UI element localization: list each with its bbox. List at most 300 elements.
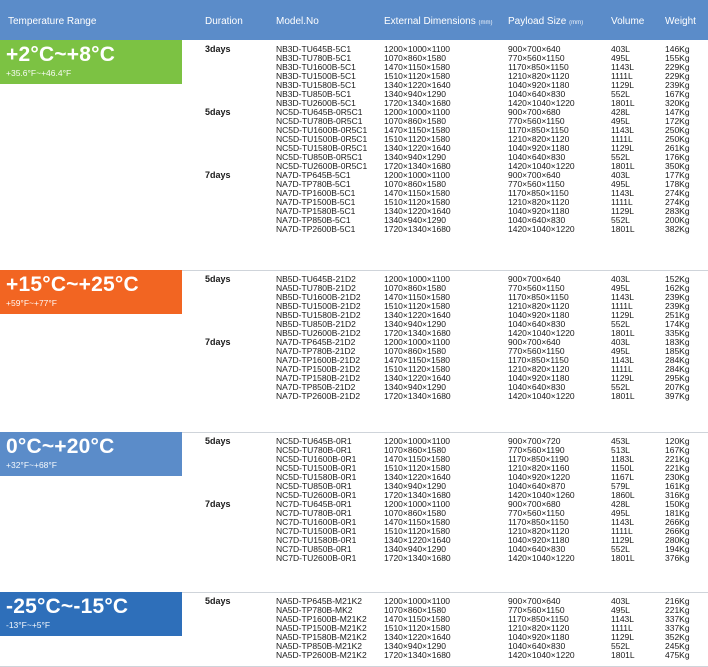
external-dimensions-cell: 1720×1340×1680 xyxy=(384,553,451,563)
model-cell: NB3D-TU1600B-5C1 xyxy=(276,62,356,72)
weight-cell: 250Kg xyxy=(665,125,690,135)
weight-cell: 161Kg xyxy=(665,481,690,491)
temperature-section xyxy=(0,270,708,433)
model-cell: NC7D-TU1600B-0R1 xyxy=(276,517,357,527)
payload-size-cell: 1040×640×830 xyxy=(508,319,566,329)
payload-size-cell: 1170×850×1150 xyxy=(508,355,569,365)
payload-size-cell: 1420×1040×1220 xyxy=(508,161,575,171)
table-row xyxy=(0,81,708,90)
header-external-dimensions-label: External Dimensions xyxy=(384,16,476,27)
model-cell: NB5D-TU1600B-21D2 xyxy=(276,292,361,302)
volume-cell: 1111L xyxy=(611,197,633,207)
model-cell: NB5D-TU1500B-21D2 xyxy=(276,301,361,311)
model-cell: NC5D-TU780B-0R5C1 xyxy=(276,116,363,126)
external-dimensions-cell: 1510×1120×1580 xyxy=(384,364,451,374)
payload-size-cell: 1040×920×1220 xyxy=(508,472,570,482)
model-cell: NA5D-TP1600B-M21K2 xyxy=(276,614,367,624)
payload-size-cell: 770×560×1190 xyxy=(508,445,565,455)
external-dimensions-cell: 1340×940×1290 xyxy=(384,481,446,491)
model-cell: NA5D-TP780B-MK2 xyxy=(276,605,353,615)
external-dimensions-cell: 1200×1000×1100 xyxy=(384,596,451,606)
payload-size-cell: 900×700×680 xyxy=(508,499,561,509)
model-cell: NC5D-TU2600B-0R5C1 xyxy=(276,161,368,171)
payload-size-cell: 1210×820×1160 xyxy=(508,463,570,473)
weight-cell: 185Kg xyxy=(665,346,690,356)
external-dimensions-cell: 1340×940×1290 xyxy=(384,215,446,225)
payload-size-cell: 1040×640×830 xyxy=(508,382,566,392)
volume-cell: 1129L xyxy=(611,632,635,642)
table-row xyxy=(0,473,708,482)
model-cell: NC5D-TU1580B-0R5C1 xyxy=(276,143,368,153)
duration-label: 7days xyxy=(205,170,231,180)
volume-cell: 1111L xyxy=(611,364,633,374)
table-row xyxy=(0,225,708,234)
volume-cell: 1860L xyxy=(611,490,635,500)
temperature-section xyxy=(0,40,708,271)
model-cell: NA7D-TP1600B-21D2 xyxy=(276,355,361,365)
payload-size-cell: 1420×1040×1260 xyxy=(508,490,575,500)
volume-cell: 428L xyxy=(611,499,630,509)
external-dimensions-cell: 1510×1120×1580 xyxy=(384,197,451,207)
duration-label: 5days xyxy=(205,107,231,117)
table-row xyxy=(0,392,708,401)
payload-size-cell: 1210×820×1120 xyxy=(508,301,570,311)
volume-cell: 495L xyxy=(611,508,630,518)
external-dimensions-cell: 1200×1000×1100 xyxy=(384,170,451,180)
weight-cell: 150Kg xyxy=(665,499,690,509)
external-dimensions-cell: 1070×860×1580 xyxy=(384,283,446,293)
payload-size-cell: 1170×850×1150 xyxy=(508,125,569,135)
temperature-range-celsius: 0°C~+20°C xyxy=(6,435,115,458)
weight-cell: 167Kg xyxy=(665,445,690,455)
external-dimensions-cell: 1470×1150×1580 xyxy=(384,125,451,135)
duration-label: 5days xyxy=(205,596,231,606)
external-dimensions-cell: 1340×1220×1640 xyxy=(384,310,451,320)
weight-cell: 229Kg xyxy=(665,71,690,81)
weight-cell: 284Kg xyxy=(665,355,690,365)
payload-size-cell: 770×560×1150 xyxy=(508,346,565,356)
external-dimensions-cell: 1200×1000×1100 xyxy=(384,499,451,509)
external-dimensions-cell: 1070×860×1580 xyxy=(384,116,446,126)
payload-size-cell: 770×560×1150 xyxy=(508,605,565,615)
external-dimensions-cell: 1720×1340×1680 xyxy=(384,224,451,234)
payload-size-cell: 1210×820×1120 xyxy=(508,71,570,81)
volume-cell: 1129L xyxy=(611,206,635,216)
payload-size-cell: 900×700×680 xyxy=(508,107,561,117)
weight-cell: 207Kg xyxy=(665,382,690,392)
model-cell: NC7D-TU780B-0R1 xyxy=(276,508,352,518)
external-dimensions-cell: 1470×1150×1580 xyxy=(384,62,451,72)
volume-cell: 552L xyxy=(611,152,630,162)
payload-size-cell: 1420×1040×1220 xyxy=(508,553,575,563)
volume-cell: 495L xyxy=(611,116,630,126)
payload-size-cell: 1210×820×1120 xyxy=(508,134,570,144)
volume-cell: 1801L xyxy=(611,328,635,338)
volume-cell: 1111L xyxy=(611,623,633,633)
weight-cell: 239Kg xyxy=(665,301,690,311)
model-cell: NA5D-TU780B-21D2 xyxy=(276,283,356,293)
payload-size-cell: 900×700×640 xyxy=(508,337,561,347)
volume-cell: 1167L xyxy=(611,472,635,482)
external-dimensions-cell: 1340×940×1290 xyxy=(384,89,446,99)
temperature-range-fahrenheit: +32°F~+68°F xyxy=(6,460,57,470)
model-cell: NA7D-TP1500B-5C1 xyxy=(276,197,356,207)
external-dimensions-cell: 1340×1220×1640 xyxy=(384,80,451,90)
weight-cell: 376Kg xyxy=(665,553,690,563)
temperature-section xyxy=(0,592,708,667)
weight-cell: 229Kg xyxy=(665,62,690,72)
volume-cell: 495L xyxy=(611,179,630,189)
payload-size-cell: 1040×920×1180 xyxy=(508,310,570,320)
volume-cell: 1801L xyxy=(611,98,635,108)
weight-cell: 216Kg xyxy=(665,596,690,606)
model-cell: NB5D-TU645B-21D2 xyxy=(276,274,356,284)
payload-size-cell: 770×560×1150 xyxy=(508,53,565,63)
payload-size-cell: 1040×920×1180 xyxy=(508,535,570,545)
model-cell: NC5D-TU1500B-0R5C1 xyxy=(276,134,368,144)
temperature-range-fahrenheit: +59°F~+77°F xyxy=(6,298,57,308)
header-payload-size xyxy=(508,16,583,27)
model-cell: NA5D-TP850B-M21K2 xyxy=(276,641,362,651)
volume-cell: 1801L xyxy=(611,161,635,171)
duration-label: 3days xyxy=(205,44,231,54)
model-cell: NA7D-TP2600B-21D2 xyxy=(276,391,361,401)
payload-size-cell: 1040×920×1180 xyxy=(508,206,570,216)
external-dimensions-cell: 1070×860×1580 xyxy=(384,508,446,518)
external-dimensions-cell: 1340×940×1290 xyxy=(384,319,446,329)
external-dimensions-cell: 1720×1340×1680 xyxy=(384,650,451,660)
volume-cell: 453L xyxy=(611,436,630,446)
external-dimensions-cell: 1070×860×1580 xyxy=(384,346,446,356)
duration-label: 5days xyxy=(205,274,231,284)
model-cell: NC5D-TU780B-0R1 xyxy=(276,445,352,455)
model-cell: NC7D-TU1500B-0R1 xyxy=(276,526,357,536)
model-cell: NA7D-TP1500B-21D2 xyxy=(276,364,361,374)
external-dimensions-cell: 1200×1000×1100 xyxy=(384,107,451,117)
table-row xyxy=(0,536,708,545)
weight-cell: 181Kg xyxy=(665,508,690,518)
volume-cell: 1111L xyxy=(611,526,633,536)
volume-cell: 1143L xyxy=(611,125,635,135)
weight-cell: 176Kg xyxy=(665,152,690,162)
external-dimensions-cell: 1720×1340×1680 xyxy=(384,328,451,338)
external-dimensions-cell: 1200×1000×1100 xyxy=(384,44,451,54)
weight-cell: 284Kg xyxy=(665,364,690,374)
external-dimensions-cell: 1340×1220×1640 xyxy=(384,206,451,216)
temperature-range-fahrenheit: +35.6°F~+46.4°F xyxy=(6,68,72,78)
weight-cell: 352Kg xyxy=(665,632,690,642)
volume-cell: 403L xyxy=(611,170,630,180)
weight-cell: 337Kg xyxy=(665,614,690,624)
external-dimensions-cell: 1470×1150×1580 xyxy=(384,454,451,464)
external-dimensions-cell: 1470×1150×1580 xyxy=(384,517,451,527)
weight-cell: 155Kg xyxy=(665,53,690,63)
weight-cell: 250Kg xyxy=(665,134,690,144)
weight-cell: 283Kg xyxy=(665,206,690,216)
model-cell: NB3D-TU645B-5C1 xyxy=(276,44,352,54)
volume-cell: 579L xyxy=(611,481,630,491)
weight-cell: 261Kg xyxy=(665,143,690,153)
duration-label: 7days xyxy=(205,499,231,509)
weight-cell: 194Kg xyxy=(665,544,690,554)
payload-size-cell: 1420×1040×1220 xyxy=(508,224,575,234)
weight-cell: 245Kg xyxy=(665,641,690,651)
weight-cell: 239Kg xyxy=(665,80,690,90)
weight-cell: 274Kg xyxy=(665,197,690,207)
model-cell: NA7D-TP2600B-5C1 xyxy=(276,224,356,234)
weight-cell: 177Kg xyxy=(665,170,690,180)
weight-cell: 167Kg xyxy=(665,89,690,99)
table-row xyxy=(0,171,708,180)
external-dimensions-cell: 1720×1340×1680 xyxy=(384,490,451,500)
weight-cell: 239Kg xyxy=(665,292,690,302)
weight-cell: 230Kg xyxy=(665,472,690,482)
header-weight: Weight xyxy=(665,16,696,27)
payload-size-cell: 1040×640×830 xyxy=(508,215,566,225)
external-dimensions-cell: 1510×1120×1580 xyxy=(384,623,451,633)
model-cell: NC7D-TU645B-0R1 xyxy=(276,499,352,509)
external-dimensions-cell: 1470×1150×1580 xyxy=(384,188,451,198)
header-external-dimensions-unit: (mm) xyxy=(478,20,493,26)
model-cell: NB3D-TU780B-5C1 xyxy=(276,53,352,63)
model-cell: NC7D-TU2600B-0R1 xyxy=(276,553,357,563)
temperature-range-celsius: +2°C~+8°C xyxy=(6,43,116,66)
payload-size-cell: 1420×1040×1220 xyxy=(508,98,575,108)
model-cell: NB5D-TU1580B-21D2 xyxy=(276,310,361,320)
header-payload-size-label: Payload Size xyxy=(508,16,567,27)
volume-cell: 403L xyxy=(611,44,630,54)
external-dimensions-cell: 1070×860×1580 xyxy=(384,53,446,63)
volume-cell: 1129L xyxy=(611,535,635,545)
payload-size-cell: 1040×920×1180 xyxy=(508,632,570,642)
payload-size-cell: 1420×1040×1220 xyxy=(508,391,575,401)
weight-cell: 382Kg xyxy=(665,224,690,234)
model-cell: NB5D-TU2600B-21D2 xyxy=(276,328,361,338)
model-cell: NC5D-TU2600B-0R1 xyxy=(276,490,357,500)
volume-cell: 552L xyxy=(611,215,630,225)
model-cell: NA7D-TP780B-21D2 xyxy=(276,346,356,356)
model-cell: NC5D-TU645B-0R5C1 xyxy=(276,107,363,117)
payload-size-cell: 1210×820×1120 xyxy=(508,526,570,536)
volume-cell: 1111L xyxy=(611,301,633,311)
external-dimensions-cell: 1510×1120×1580 xyxy=(384,301,451,311)
volume-cell: 495L xyxy=(611,283,630,293)
weight-cell: 183Kg xyxy=(665,337,690,347)
payload-size-cell: 1170×850×1190 xyxy=(508,454,569,464)
model-cell: NC5D-TU1580B-0R1 xyxy=(276,472,357,482)
volume-cell: 495L xyxy=(611,346,630,356)
external-dimensions-cell: 1340×1220×1640 xyxy=(384,535,451,545)
payload-size-cell: 900×700×640 xyxy=(508,44,561,54)
volume-cell: 552L xyxy=(611,641,630,651)
model-cell: NB3D-TU850B-5C1 xyxy=(276,89,352,99)
model-cell: NC5D-TU1500B-0R1 xyxy=(276,463,357,473)
external-dimensions-cell: 1070×860×1580 xyxy=(384,605,446,615)
external-dimensions-cell: 1070×860×1580 xyxy=(384,445,446,455)
weight-cell: 251Kg xyxy=(665,310,690,320)
external-dimensions-cell: 1510×1120×1580 xyxy=(384,134,451,144)
volume-cell: 1129L xyxy=(611,143,635,153)
external-dimensions-cell: 1340×940×1290 xyxy=(384,152,446,162)
volume-cell: 495L xyxy=(611,605,630,615)
model-cell: NC5D-TU850B-0R5C1 xyxy=(276,152,363,162)
payload-size-cell: 1210×820×1120 xyxy=(508,197,570,207)
external-dimensions-cell: 1510×1120×1580 xyxy=(384,526,451,536)
external-dimensions-cell: 1510×1120×1580 xyxy=(384,463,451,473)
header-external-dimensions xyxy=(384,16,493,27)
weight-cell: 266Kg xyxy=(665,526,690,536)
table-row xyxy=(0,162,708,171)
header-volume: Volume xyxy=(611,16,645,27)
volume-cell: 1129L xyxy=(611,373,635,383)
payload-size-cell: 900×700×720 xyxy=(508,436,561,446)
external-dimensions-cell: 1340×940×1290 xyxy=(384,641,446,651)
payload-size-cell: 1040×640×870 xyxy=(508,481,566,491)
external-dimensions-cell: 1720×1340×1680 xyxy=(384,161,451,171)
model-cell: NB5D-TU850B-21D2 xyxy=(276,319,356,329)
external-dimensions-cell: 1340×1220×1640 xyxy=(384,373,451,383)
volume-cell: 552L xyxy=(611,382,630,392)
payload-size-cell: 1040×640×830 xyxy=(508,152,566,162)
duration-label: 5days xyxy=(205,436,231,446)
external-dimensions-cell: 1470×1150×1580 xyxy=(384,292,451,302)
weight-cell: 397Kg xyxy=(665,391,690,401)
volume-cell: 1143L xyxy=(611,292,635,302)
model-cell: NA7D-TP1580B-21D2 xyxy=(276,373,361,383)
weight-cell: 146Kg xyxy=(665,44,690,54)
external-dimensions-cell: 1470×1150×1580 xyxy=(384,614,451,624)
external-dimensions-cell: 1070×860×1580 xyxy=(384,179,446,189)
external-dimensions-cell: 1340×1220×1640 xyxy=(384,472,451,482)
weight-cell: 178Kg xyxy=(665,179,690,189)
model-cell: NC7D-TU850B-0R1 xyxy=(276,544,352,554)
weight-cell: 337Kg xyxy=(665,623,690,633)
volume-cell: 1150L xyxy=(611,463,635,473)
volume-cell: 552L xyxy=(611,544,630,554)
external-dimensions-cell: 1340×940×1290 xyxy=(384,382,446,392)
weight-cell: 350Kg xyxy=(665,161,690,171)
volume-cell: 1801L xyxy=(611,553,635,563)
payload-size-cell: 770×560×1150 xyxy=(508,116,565,126)
model-cell: NC5D-TU645B-0R1 xyxy=(276,436,352,446)
payload-size-cell: 1040×920×1180 xyxy=(508,373,570,383)
external-dimensions-cell: 1510×1120×1580 xyxy=(384,71,451,81)
volume-cell: 552L xyxy=(611,89,630,99)
table-row xyxy=(0,651,708,660)
payload-size-cell: 1420×1040×1220 xyxy=(508,650,575,660)
payload-size-cell: 1170×850×1150 xyxy=(508,614,569,624)
payload-size-cell: 770×560×1150 xyxy=(508,179,565,189)
payload-size-cell: 900×700×640 xyxy=(508,274,561,284)
model-cell: NA7D-TP780B-5C1 xyxy=(276,179,351,189)
payload-size-cell: 1040×640×830 xyxy=(508,641,566,651)
weight-cell: 316Kg xyxy=(665,490,690,500)
weight-cell: 162Kg xyxy=(665,283,690,293)
header-model-no: Model.No xyxy=(276,16,319,27)
weight-cell: 221Kg xyxy=(665,454,690,464)
weight-cell: 152Kg xyxy=(665,274,690,284)
payload-size-cell: 1170×850×1150 xyxy=(508,517,569,527)
weight-cell: 274Kg xyxy=(665,188,690,198)
model-cell: NC7D-TU1580B-0R1 xyxy=(276,535,357,545)
payload-size-cell: 770×560×1150 xyxy=(508,283,565,293)
header-payload-size-unit: (mm) xyxy=(569,20,584,26)
volume-cell: 1183L xyxy=(611,454,635,464)
weight-cell: 172Kg xyxy=(665,116,690,126)
model-cell: NC5D-TU850B-0R1 xyxy=(276,481,352,491)
external-dimensions-cell: 1200×1000×1100 xyxy=(384,337,451,347)
volume-cell: 1801L xyxy=(611,224,635,234)
model-cell: NA5D-TP1500B-M21K2 xyxy=(276,623,367,633)
volume-cell: 1143L xyxy=(611,355,635,365)
model-cell: NA5D-TP1580B-M21K2 xyxy=(276,632,367,642)
model-cell: NB3D-TU1500B-5C1 xyxy=(276,71,356,81)
header-duration: Duration xyxy=(205,16,243,27)
payload-size-cell: 900×700×640 xyxy=(508,170,561,180)
payload-size-cell: 1420×1040×1220 xyxy=(508,328,575,338)
external-dimensions-cell: 1200×1000×1100 xyxy=(384,436,451,446)
table-row xyxy=(0,491,708,500)
volume-cell: 1143L xyxy=(611,614,635,624)
volume-cell: 1129L xyxy=(611,80,635,90)
external-dimensions-cell: 1720×1340×1680 xyxy=(384,391,451,401)
temperature-section xyxy=(0,432,708,593)
volume-cell: 1111L xyxy=(611,134,633,144)
table-row xyxy=(0,207,708,216)
payload-size-cell: 1170×850×1150 xyxy=(508,188,569,198)
model-cell: NB3D-TU2600B-5C1 xyxy=(276,98,356,108)
payload-size-cell: 1040×640×830 xyxy=(508,544,566,554)
payload-size-cell: 1210×820×1120 xyxy=(508,623,570,633)
volume-cell: 1111L xyxy=(611,71,633,81)
volume-cell: 1801L xyxy=(611,650,635,660)
external-dimensions-cell: 1720×1340×1680 xyxy=(384,98,451,108)
volume-cell: 513L xyxy=(611,445,630,455)
model-cell: NA7D-TP1600B-5C1 xyxy=(276,188,356,198)
external-dimensions-cell: 1340×1220×1640 xyxy=(384,143,451,153)
weight-cell: 335Kg xyxy=(665,328,690,338)
payload-size-cell: 900×700×640 xyxy=(508,596,561,606)
model-cell: NA7D-TP850B-5C1 xyxy=(276,215,351,225)
volume-cell: 552L xyxy=(611,319,630,329)
table-header xyxy=(0,0,708,40)
volume-cell: 1801L xyxy=(611,391,635,401)
model-cell: NA7D-TP645B-21D2 xyxy=(276,337,356,347)
temperature-range-fahrenheit: -13°F~+5°F xyxy=(6,620,51,630)
weight-cell: 221Kg xyxy=(665,463,690,473)
header-temperature-range: Temperature Range xyxy=(8,16,97,27)
weight-cell: 266Kg xyxy=(665,517,690,527)
volume-cell: 1143L xyxy=(611,188,635,198)
model-cell: NC5D-TU1600B-0R1 xyxy=(276,454,357,464)
payload-size-cell: 1170×850×1150 xyxy=(508,62,569,72)
temperature-range-celsius: +15°C~+25°C xyxy=(6,273,139,296)
model-cell: NB3D-TU1580B-5C1 xyxy=(276,80,356,90)
duration-label: 7days xyxy=(205,337,231,347)
temperature-range-celsius: -25°C~-15°C xyxy=(6,595,129,618)
table-row xyxy=(0,597,708,606)
volume-cell: 1143L xyxy=(611,62,635,72)
model-cell: NA7D-TP850B-21D2 xyxy=(276,382,356,392)
payload-size-cell: 770×560×1150 xyxy=(508,508,565,518)
volume-cell: 495L xyxy=(611,53,630,63)
payload-size-cell: 1040×640×830 xyxy=(508,89,566,99)
table-row xyxy=(0,500,708,509)
model-cell: NA5D-TP645B-M21K2 xyxy=(276,596,362,606)
table-row xyxy=(0,437,708,446)
weight-cell: 280Kg xyxy=(665,535,690,545)
model-cell: NA5D-TP2600B-M21K2 xyxy=(276,650,367,660)
